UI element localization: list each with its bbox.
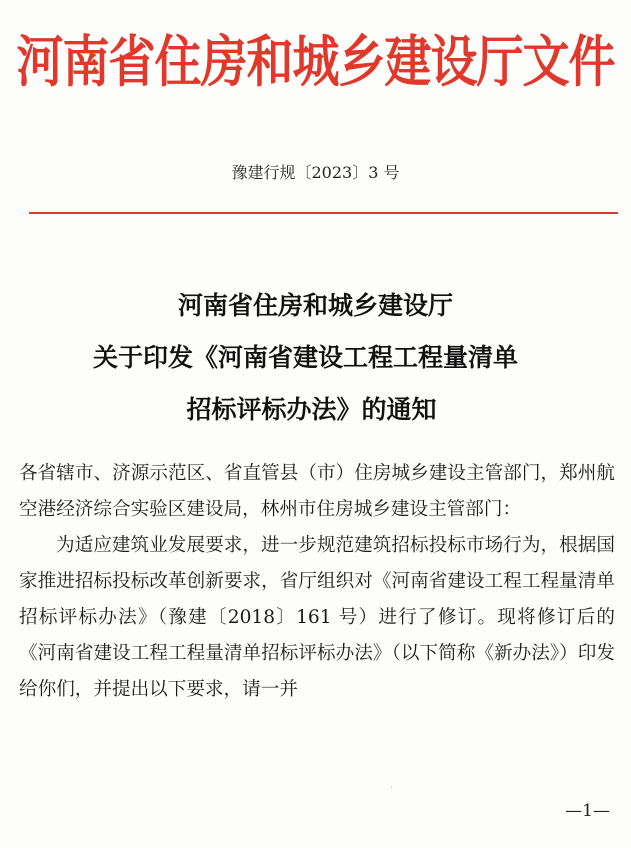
notice-title-line-2: 关于印发《河南省建设工程工程量清单 <box>92 343 518 372</box>
notice-title <box>0 280 631 436</box>
notice-title-line-3: 招标评标办法》的通知 <box>186 395 437 424</box>
addressee-paragraph: 各省辖市、济源示范区、省直管县（市）住房城乡建设主管部门，郑州航空港经济综合实验区建设局，林州市住房城乡建设主管部门： <box>19 463 615 520</box>
page-number: —1— <box>565 801 610 821</box>
body-paragraph: 为适应建筑业发展要求，进一步规范建筑招标投标市场行为，根据国家推进招标投标改革创新要求，省厅组织对《河南省建设工程工程量清单招标评标办法》（豫建〔2018〕161 号）进行了修订。现将修订后的《河南省建设工程工程量清单招标评标办法》（以下简称《新办法》）印发给你们，并提出以下要求，请一并 <box>19 535 615 700</box>
red-separator-line <box>29 212 618 214</box>
scan-speck <box>391 787 392 788</box>
notice-title-line-1: 河南省住房和城乡建设厅 <box>177 291 453 320</box>
issuing-authority-header: 河南省住房和城乡建设厅文件 <box>16 30 615 96</box>
document-number: 豫建行规〔2023〕3 号 <box>231 163 400 182</box>
notice-body <box>19 456 615 708</box>
